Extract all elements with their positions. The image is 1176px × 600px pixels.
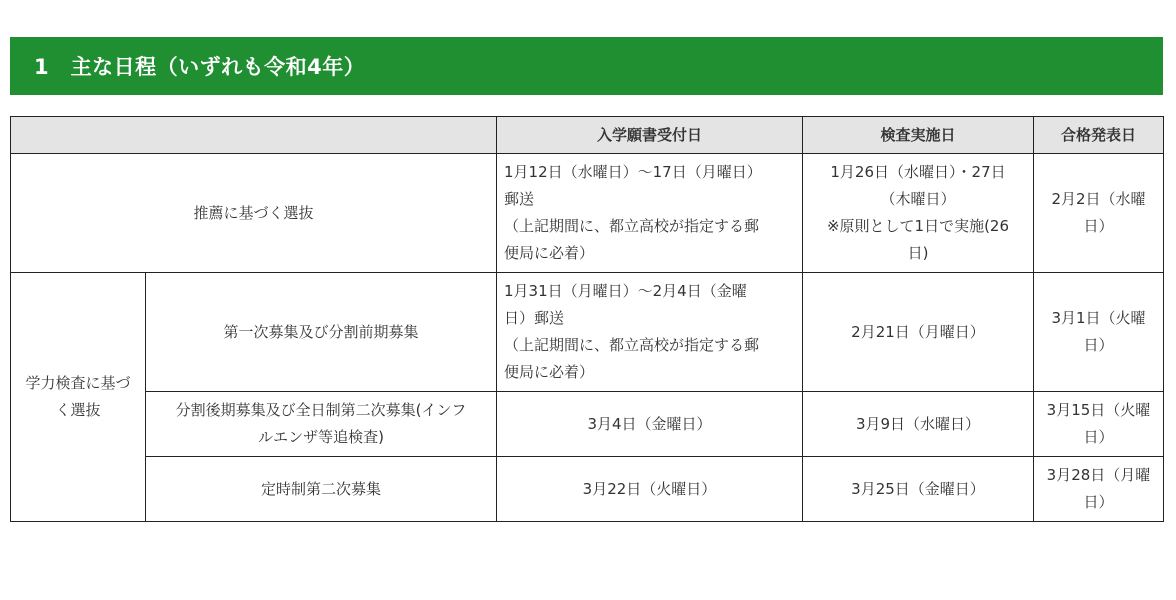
- cell-line: 日）: [1083, 493, 1114, 511]
- table-row: [11, 392, 1164, 457]
- row-group-gakuryoku: [11, 273, 146, 522]
- header-exam-date: 検査実施日: [803, 117, 1034, 154]
- section-heading-banner: [10, 37, 1163, 95]
- row-label-teiji: 定時制第二次募集: [146, 457, 497, 522]
- cell-application-suisen: [497, 154, 803, 273]
- schedule-table: [10, 116, 1164, 522]
- row-label-ichiji: 第一次募集及び分割前期募集: [146, 273, 497, 392]
- table-row: [11, 154, 1164, 273]
- cell-exam-ichiji: 2月21日（月曜日）: [803, 273, 1034, 392]
- cell-line: 3月1日（火曜: [1051, 309, 1146, 327]
- cell-line: （木曜日）: [880, 190, 956, 208]
- cell-exam-teiji: 3月25日（金曜日）: [803, 457, 1034, 522]
- section-heading: 1 主な日程（いずれも令和4年）: [34, 55, 366, 79]
- cell-application-ichiji: [497, 273, 803, 392]
- cell-line: 日）: [1083, 428, 1114, 446]
- cell-application-bunkatsu: 3月4日（金曜日）: [497, 392, 803, 457]
- cell-line: 3月15日（火曜: [1046, 401, 1151, 419]
- cell-line: 便局に必着）: [504, 363, 595, 381]
- cell-exam-suisen: [803, 154, 1034, 273]
- cell-exam-bunkatsu: 3月9日（水曜日）: [803, 392, 1034, 457]
- cell-line: 1月26日（水曜日）・27日: [830, 163, 1006, 181]
- cell-line: 1月12日（水曜日）～17日（月曜日）: [504, 163, 762, 181]
- cell-line: 2月2日（水曜: [1051, 190, 1146, 208]
- cell-results-bunkatsu: [1034, 392, 1164, 457]
- cell-line: 日）郵送: [504, 309, 565, 327]
- cell-line: （上記期間に、都立高校が指定する郵: [504, 217, 760, 235]
- header-results-date: 合格発表日: [1034, 117, 1164, 154]
- cell-line: 分割後期募集及び全日制第二次募集(インフ: [175, 401, 467, 419]
- header-blank: [11, 117, 497, 154]
- table-header-row: [11, 117, 1164, 154]
- table-row: [11, 457, 1164, 522]
- cell-line: 日）: [1083, 217, 1114, 235]
- cell-line: 日): [907, 244, 929, 262]
- cell-line: 学力検査に基づ: [25, 374, 131, 392]
- table-row: [11, 273, 1164, 392]
- cell-line: （上記期間に、都立高校が指定する郵: [504, 336, 760, 354]
- cell-line: ※原則として1日で実施(26: [826, 217, 1010, 235]
- header-application-date: 入学願書受付日: [497, 117, 803, 154]
- cell-results-teiji: [1034, 457, 1164, 522]
- row-label-bunkatsu: [146, 392, 497, 457]
- cell-line: ルエンザ等追検査): [258, 428, 384, 446]
- cell-line: 3月28日（月曜: [1046, 466, 1151, 484]
- row-label-suisen: 推薦に基づく選抜: [11, 154, 497, 273]
- cell-results-suisen: [1034, 154, 1164, 273]
- cell-line: 1月31日（月曜日）～2月4日（金曜: [504, 282, 747, 300]
- cell-results-ichiji: [1034, 273, 1164, 392]
- cell-line: 日）: [1083, 336, 1114, 354]
- cell-line: 便局に必着）: [504, 244, 595, 262]
- cell-line: 郵送: [504, 190, 535, 208]
- cell-application-teiji: 3月22日（火曜日）: [497, 457, 803, 522]
- cell-line: く選抜: [55, 401, 101, 419]
